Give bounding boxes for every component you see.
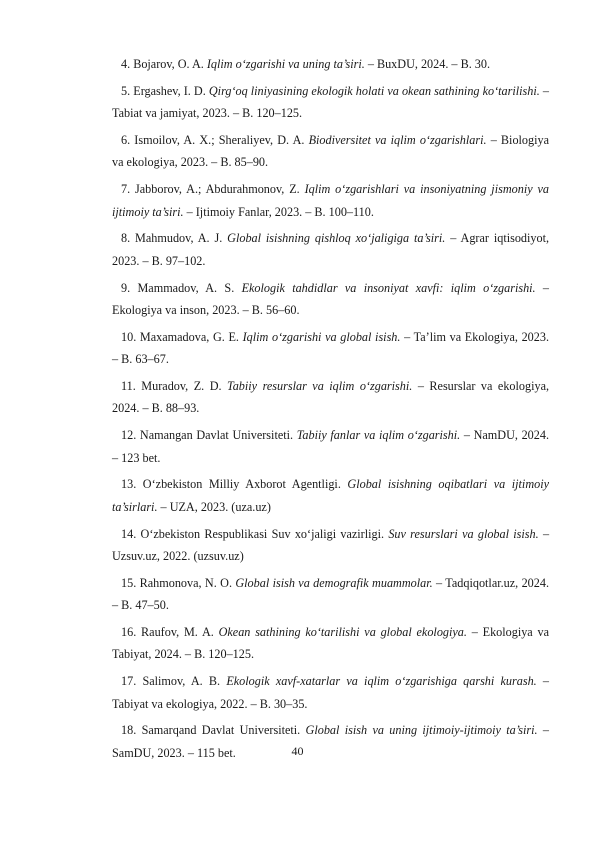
reference-number: 4. <box>121 57 131 71</box>
reference-item <box>112 670 549 715</box>
reference-item <box>112 523 549 568</box>
reference-number: 18. <box>121 723 137 738</box>
reference-title: Ekologik xavf-xatarlar va iqlim o‘zgarishiga qarshi kurash. <box>226 674 537 689</box>
reference-item <box>112 178 549 223</box>
reference-number: 6. <box>121 133 131 147</box>
reference-item <box>112 375 549 420</box>
reference-title: Qirg‘oq liniyasining ekologik holati va okean sathining ko‘tarilishi. <box>208 83 540 98</box>
reference-title: Tabiiy resurslar va iqlim o‘zgarishi. <box>227 379 413 394</box>
reference-list <box>112 53 549 769</box>
reference-authors: Raufov, M. A. <box>141 625 219 640</box>
reference-number: 15. <box>121 575 137 590</box>
reference-source: – NamDU, 2024. – 123 bet. <box>112 428 549 465</box>
reference-source: – Uzsuv.uz, 2022. (uzsuv.uz) <box>112 526 550 564</box>
reference-item <box>112 473 549 518</box>
reference-number: 7. <box>121 182 131 197</box>
reference-authors: O‘zbekiston Milliy Axborot Agentligi. <box>142 477 348 492</box>
reference-number: 14. <box>121 526 137 541</box>
reference-authors: Bojarov, O. A. <box>133 57 207 71</box>
reference-item <box>112 227 549 272</box>
reference-authors: O‘zbekiston Respublikasi Suv xo‘jaligi vazirligi. <box>140 526 389 541</box>
reference-item <box>112 572 549 617</box>
reference-title: Global isishning oqibatlari va ijtimoiy ta’sirlari. <box>112 477 550 514</box>
reference-authors: Samarqand Davlat Universiteti. <box>141 723 306 738</box>
reference-source: – BuxDU, 2024. – B. 30. <box>364 57 491 71</box>
reference-item <box>112 621 549 666</box>
reference-source: – Ekologiya va inson, 2023. – B. 56–60. <box>112 280 550 318</box>
reference-authors: Mahmudov, A. J. <box>135 231 228 246</box>
reference-title: Iqlim o‘zgarishlari va insoniyatning jismoniy va ijtimoiy ta’siri. <box>112 182 549 219</box>
reference-title: Global isishning qishloq xo‘jaligiga ta’siri. <box>227 231 446 246</box>
reference-source: – Ijtimoiy Fanlar, 2023. – B. 100–110. <box>183 204 374 219</box>
reference-authors: Muradov, Z. D. <box>141 379 228 394</box>
reference-source: – Ta’lim va Ekologiya, 2023. – B. 63–67. <box>112 329 549 367</box>
reference-authors: Maxamadova, G. E. <box>139 329 243 344</box>
reference-source: – Agrar iqtisodiyot, 2023. – B. 97–102. <box>112 231 550 268</box>
reference-authors: Rahmonova, N. O. <box>139 575 236 590</box>
reference-source: – Resurslar va ekologiya, 2024. – B. 88–93. <box>112 379 550 416</box>
reference-item <box>112 80 549 125</box>
reference-authors: Ergashev, I. D. <box>133 83 209 98</box>
reference-item <box>112 326 549 371</box>
reference-title: Global isish va uning ijtimoiy-ijtimoiy ta’siri. <box>305 723 538 738</box>
reference-source: – Ekologiya va Tabiyat, 2024. – B. 120–125. <box>112 625 550 662</box>
reference-source: – Tabiyat va ekologiya, 2022. – B. 30–35. <box>112 674 550 711</box>
reference-item <box>112 277 549 322</box>
reference-number: 17. <box>121 674 137 689</box>
reference-item <box>112 424 549 469</box>
reference-item <box>112 129 549 174</box>
reference-title: Iqlim o‘zgarishi va uning ta’siri. <box>206 57 365 71</box>
reference-authors: Salimov, A. B. <box>142 674 227 689</box>
reference-authors: Jabborov, A.; Abdurahmonov, Z. <box>135 182 305 197</box>
reference-title: Okean sathining ko‘tarilishi va global ekologiya. <box>218 625 467 640</box>
reference-title: Tabiiy fanlar va iqlim o‘zgarishi. <box>296 428 461 443</box>
reference-number: 10. <box>121 329 137 344</box>
reference-item <box>112 53 549 75</box>
reference-authors: Ismoilov, A. X.; Sheraliyev, D. A. <box>134 133 309 147</box>
reference-title: Suv resurslari va global isish. <box>388 526 539 541</box>
reference-number: 13. <box>121 477 137 492</box>
page-number: 40 <box>291 744 304 758</box>
reference-source: – SamDU, 2023. – 115 bet. <box>112 723 550 760</box>
reference-title: Iqlim o‘zgarishi va global isish. <box>242 329 401 344</box>
reference-source: – UZA, 2023. (uza.uz) <box>157 499 271 514</box>
reference-number: 11. <box>121 379 136 394</box>
reference-title: Global isish va demografik muammolar. <box>235 575 433 590</box>
reference-number: 5. <box>121 83 131 98</box>
reference-source: – Biologiya va ekologiya, 2023. – B. 85–90. <box>112 133 550 170</box>
reference-number: 8. <box>121 231 131 246</box>
reference-authors: Namangan Davlat Universiteti. <box>139 428 297 443</box>
reference-number: 9. <box>121 280 131 295</box>
reference-title: Biodiversitet va iqlim o‘zgarishlari. <box>308 133 487 147</box>
reference-source: – Tadqiqotlar.uz, 2024. – B. 47–50. <box>112 575 550 613</box>
reference-number: 16. <box>121 625 137 640</box>
reference-title: Ekologik tahdidlar va insoniyat xavfi: iqlim o‘zgarishi. <box>241 280 536 295</box>
reference-source: – Tabiat va jamiyat, 2023. – B. 120–125. <box>112 83 550 121</box>
reference-authors: Mammadov, A. S. <box>137 280 242 295</box>
reference-number: 12. <box>121 428 137 443</box>
